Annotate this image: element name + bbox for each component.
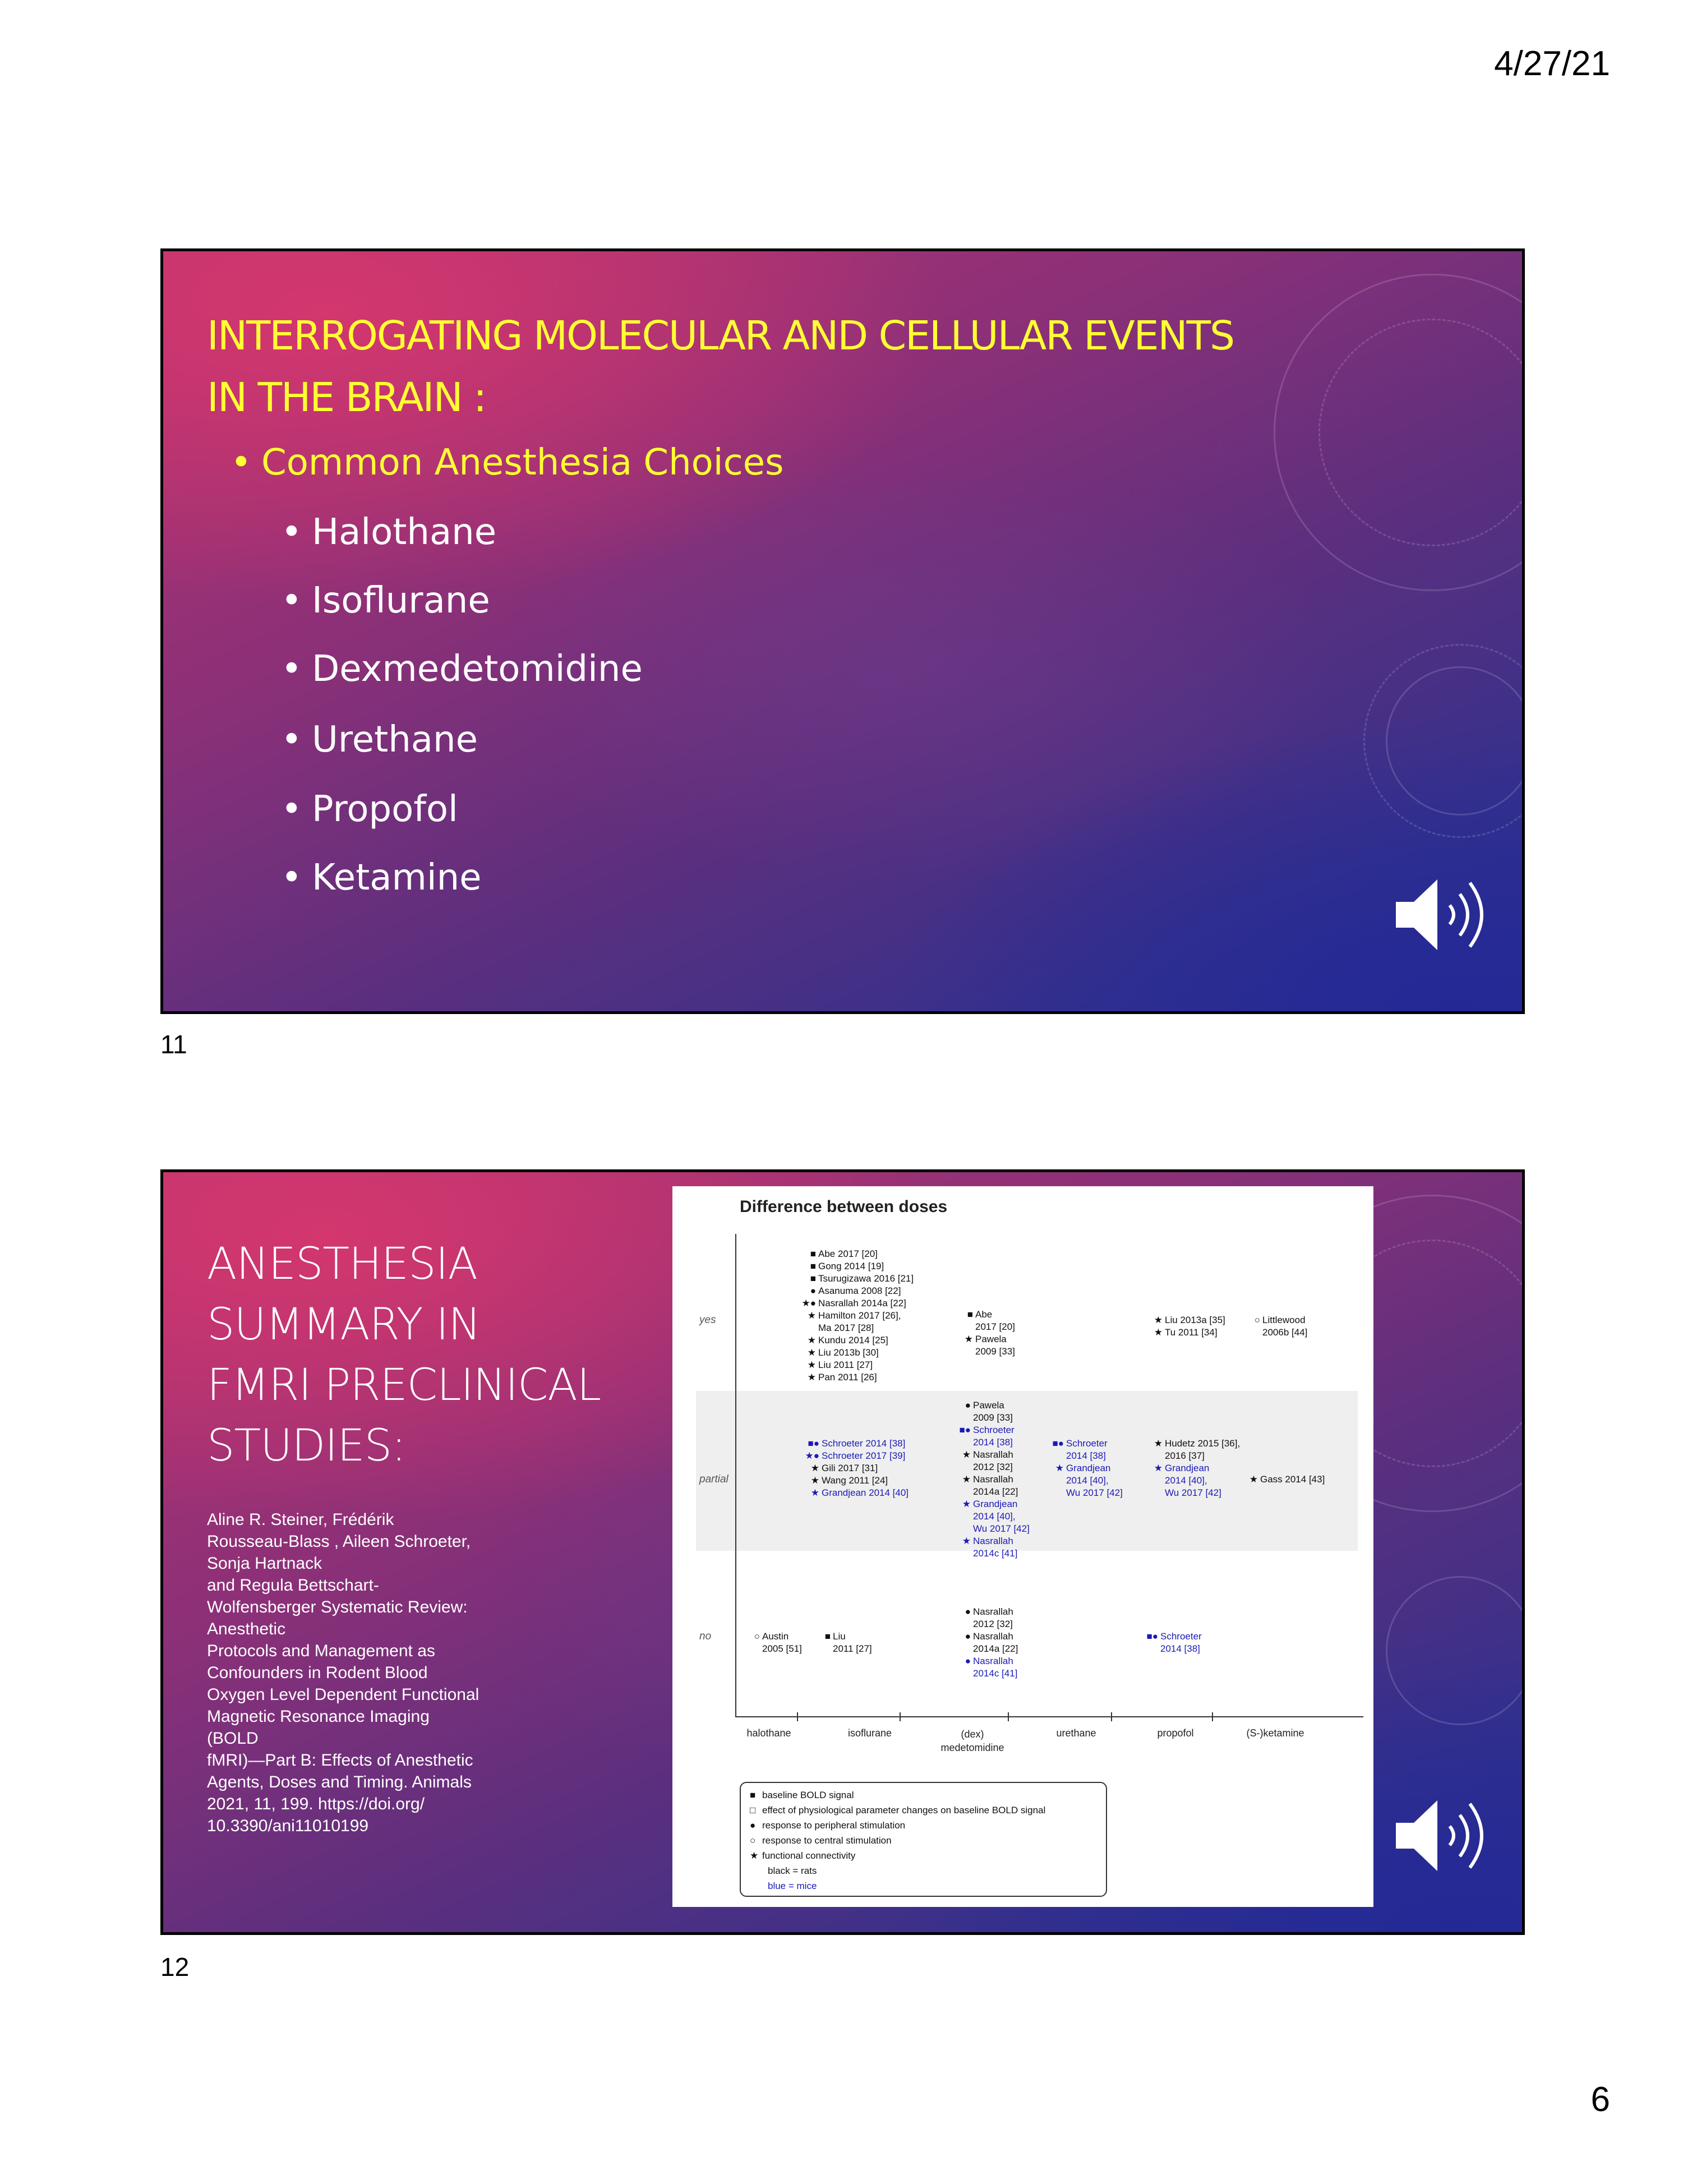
study-entry: [801, 1285, 914, 1297]
study-marker: ●: [965, 1400, 971, 1411]
citation-line: Wolfensberger Systematic Review:: [207, 1598, 468, 1616]
study-entry: [956, 1486, 1030, 1498]
x-tick: [797, 1712, 798, 1721]
study-entry: [958, 1333, 1015, 1346]
row-label-yes: yes: [699, 1314, 716, 1326]
study-marker: ★: [962, 1474, 971, 1485]
study-entry: [1049, 1487, 1123, 1499]
study-marker: ★: [810, 1487, 819, 1498]
study-marker: ★: [1154, 1463, 1163, 1473]
cell-no-propofol: [1143, 1630, 1202, 1655]
study-label: Abe: [975, 1309, 993, 1320]
citation-text: [207, 1509, 543, 1837]
legend-label: response to peripheral stimulation: [762, 1820, 906, 1831]
legend-label: black = rats: [768, 1865, 817, 1876]
study-label: Grandjean 2014 [40]: [822, 1487, 909, 1498]
figure-legend: [740, 1782, 1107, 1897]
study-marker: ★: [962, 1449, 971, 1460]
study-label: 2012 [32]: [973, 1462, 1013, 1472]
study-label: Liu: [833, 1631, 846, 1642]
study-entry: [1143, 1643, 1202, 1655]
study-marker: ★: [962, 1536, 971, 1546]
study-label: 2014c [41]: [973, 1668, 1018, 1679]
study-entry: [956, 1618, 1018, 1630]
cell-no-medetomidine: [956, 1606, 1018, 1680]
study-entry: [801, 1334, 914, 1347]
citation-line: (BOLD: [207, 1729, 259, 1748]
citation-line: Anesthetic: [207, 1620, 286, 1638]
study-marker: ★: [807, 1310, 816, 1321]
study-label: Hamilton 2017 [26],: [818, 1310, 901, 1321]
bullet-main: • Common Anesthesia Choices: [230, 442, 784, 483]
study-marker: ★: [810, 1475, 819, 1486]
study-label: Wu 2017 [42]: [1165, 1487, 1221, 1498]
study-entry: [956, 1498, 1030, 1510]
study-entry: [805, 1475, 909, 1487]
x-tick: [1212, 1712, 1213, 1721]
study-label: 2006b [44]: [1262, 1327, 1308, 1338]
study-label: Nasrallah: [973, 1474, 1013, 1485]
legend-label: effect of physiological parameter changes on baseline BOLD signal: [762, 1805, 1046, 1816]
study-entry: [816, 1643, 872, 1655]
citation-line: Aline R. Steiner, Frédérik: [207, 1510, 394, 1529]
study-label: Pawela: [975, 1334, 1007, 1344]
study-label: 2014 [40],: [1165, 1475, 1207, 1486]
study-label: 2012 [32]: [973, 1619, 1013, 1629]
slide-title-line: IN THE BRAIN :: [207, 374, 486, 421]
slide-11: [160, 248, 1525, 1014]
citation-line: Magnetic Resonance Imaging: [207, 1707, 430, 1726]
legend-entry: [750, 1803, 1097, 1818]
study-marker: ★: [1249, 1474, 1258, 1485]
summary-figure: [672, 1186, 1373, 1907]
study-marker: ●: [965, 1631, 971, 1642]
study-entry: [805, 1437, 909, 1450]
study-entry: [801, 1297, 914, 1310]
study-label: 2014 [40],: [973, 1511, 1016, 1522]
study-entry: [801, 1248, 914, 1260]
study-entry: [801, 1310, 914, 1322]
x-tick: [1111, 1712, 1112, 1721]
study-marker: ■: [824, 1631, 831, 1642]
study-entry: [816, 1630, 872, 1643]
study-marker: ★: [807, 1372, 816, 1383]
figure-title: Difference between doses: [740, 1197, 948, 1216]
study-label: 2014 [38]: [973, 1437, 1013, 1448]
row-label-no: no: [699, 1630, 712, 1642]
x-tick: [1008, 1712, 1009, 1721]
study-entry: [956, 1510, 1030, 1523]
citation-line: 10.3390/ani11010199: [207, 1817, 369, 1835]
cell-partial-isoflurane: [805, 1437, 909, 1499]
decorative-ring: [1363, 644, 1525, 838]
study-label: Schroeter 2017 [39]: [822, 1450, 906, 1461]
citation-line: Protocols and Management as: [207, 1642, 435, 1660]
study-marker: ★: [807, 1335, 816, 1346]
decorative-ring: [1386, 1576, 1525, 1725]
study-marker: ■●: [959, 1425, 971, 1435]
study-label: Austin: [762, 1631, 789, 1642]
study-label: Nasrallah 2014a [22]: [818, 1298, 906, 1308]
study-entry: [1246, 1314, 1307, 1326]
speaker-icon[interactable]: [1391, 873, 1498, 957]
study-label: Schroeter: [1066, 1438, 1108, 1449]
citation-line: Rousseau-Blass , Aileen Schroeter,: [207, 1532, 471, 1551]
study-entry: [956, 1449, 1030, 1461]
study-label: Pawela: [973, 1400, 1004, 1411]
slide-title-line: SUMMARY IN: [207, 1300, 481, 1350]
page-date: 4/27/21: [1494, 44, 1610, 83]
slide-number: 12: [160, 1952, 190, 1982]
study-marker: ■: [810, 1261, 816, 1271]
study-entry: [801, 1347, 914, 1359]
study-marker: ○: [754, 1631, 760, 1642]
study-marker: ★: [962, 1499, 971, 1509]
study-label: 2014a [22]: [973, 1643, 1018, 1654]
study-entry: [801, 1322, 914, 1334]
citation-line: Agents, Doses and Timing. Animals: [207, 1773, 472, 1791]
cell-yes-propofol: [1148, 1314, 1225, 1339]
study-label: 2009 [33]: [975, 1346, 1015, 1357]
study-marker: ●: [810, 1285, 816, 1296]
slide-title-line: ANESTHESIA: [207, 1239, 477, 1289]
study-entry: [956, 1473, 1030, 1486]
study-label: Grandjean: [1165, 1463, 1210, 1473]
bullet-item: • Propofol: [281, 789, 458, 830]
study-marker: ■●: [1146, 1631, 1158, 1642]
study-entry: [956, 1424, 1030, 1436]
study-entry: [956, 1667, 1018, 1680]
study-marker: ■●: [808, 1438, 819, 1449]
study-entry: [956, 1655, 1018, 1667]
slide-title-line: INTERROGATING MOLECULAR AND CELLULAR EVENTS: [207, 312, 1234, 359]
study-entry: [956, 1606, 1018, 1618]
cell-no-halothane: [745, 1630, 802, 1655]
study-label: Nasrallah: [973, 1606, 1013, 1617]
study-entry: [805, 1462, 909, 1475]
study-entry: [956, 1399, 1030, 1412]
legend-marker: ●: [750, 1820, 756, 1831]
study-marker: ■: [810, 1273, 816, 1284]
cell-partial-ketamine: [1243, 1473, 1325, 1486]
cell-partial-propofol: [1148, 1437, 1240, 1499]
bullet-item: • Urethane: [281, 719, 478, 761]
slide-number: 11: [160, 1030, 187, 1059]
citation-line: Sonja Hartnack: [207, 1554, 322, 1573]
x-tick: [900, 1712, 901, 1721]
study-label: Tsurugizawa 2016 [21]: [818, 1273, 914, 1284]
x-label-medetomidine: (dex) medetomidine: [940, 1729, 1004, 1753]
study-label: Gong 2014 [19]: [818, 1261, 884, 1271]
x-axis: [735, 1716, 1363, 1717]
study-marker: ■●: [1052, 1438, 1064, 1449]
legend-label: blue = mice: [768, 1881, 817, 1891]
citation-line: Confounders in Rodent Blood: [207, 1664, 428, 1682]
study-entry: [1148, 1314, 1225, 1326]
study-entry: [801, 1371, 914, 1384]
legend-entry: [750, 1787, 1097, 1803]
study-label: 2017 [20]: [975, 1321, 1015, 1332]
study-label: Schroeter: [1160, 1631, 1202, 1642]
x-label-isoflurane: isoflurane: [847, 1727, 892, 1739]
study-label: 2011 [27]: [833, 1643, 872, 1654]
study-label: Wu 2017 [42]: [1066, 1487, 1123, 1498]
study-marker: ●: [965, 1606, 971, 1617]
study-entry: [805, 1487, 909, 1499]
study-label: 2014 [40],: [1066, 1475, 1109, 1486]
study-marker: ★●: [801, 1298, 816, 1308]
x-label-propofol: propofol: [1157, 1727, 1194, 1739]
study-label: Ma 2017 [28]: [818, 1323, 874, 1333]
bullet-item: • Halothane: [281, 512, 497, 553]
study-label: 2014 [38]: [1160, 1643, 1200, 1654]
study-entry: [1246, 1326, 1307, 1339]
legend-marker: ○: [750, 1835, 756, 1846]
study-marker: ★●: [805, 1450, 819, 1461]
study-label: Hudetz 2015 [36],: [1165, 1438, 1241, 1449]
study-label: 2014c [41]: [973, 1548, 1018, 1559]
study-marker: ★: [1154, 1327, 1163, 1338]
study-label: 2014 [38]: [1066, 1450, 1106, 1461]
study-marker: ★: [810, 1463, 819, 1473]
study-label: 2009 [33]: [973, 1412, 1013, 1423]
study-label: Schroeter 2014 [38]: [822, 1438, 906, 1449]
study-marker: ○: [1254, 1315, 1260, 1325]
slide-title-line: FMRI PRECLINICAL: [207, 1360, 601, 1411]
legend-entry: [750, 1863, 1097, 1878]
speaker-icon[interactable]: [1391, 1794, 1498, 1878]
study-label: Gili 2017 [31]: [822, 1463, 878, 1473]
study-label: Kundu 2014 [25]: [818, 1335, 888, 1346]
study-entry: [1049, 1462, 1123, 1475]
study-label: Schroeter: [973, 1425, 1015, 1435]
row-label-partial: partial: [699, 1473, 728, 1485]
cell-yes-medetomidine: [958, 1308, 1015, 1358]
study-entry: [801, 1359, 914, 1371]
cell-partial-urethane: [1049, 1437, 1123, 1499]
study-entry: [958, 1346, 1015, 1358]
study-entry: [745, 1643, 802, 1655]
study-label: Liu 2011 [27]: [818, 1360, 873, 1370]
slide-title: [207, 1234, 633, 1476]
study-label: Abe 2017 [20]: [818, 1248, 878, 1259]
study-marker: ■: [967, 1309, 973, 1320]
study-entry: [1148, 1326, 1225, 1339]
study-entry: [956, 1436, 1030, 1449]
study-entry: [745, 1630, 802, 1643]
legend-entry: [750, 1818, 1097, 1833]
x-label-ketamine: (S-)ketamine: [1246, 1727, 1304, 1739]
study-marker: ●: [965, 1656, 971, 1666]
study-entry: [956, 1535, 1030, 1547]
study-entry: [1148, 1450, 1240, 1462]
study-entry: [956, 1412, 1030, 1424]
cell-partial-medetomidine: [956, 1399, 1030, 1560]
study-entry: [805, 1450, 909, 1462]
study-entry: [1049, 1437, 1123, 1450]
study-label: Nasrallah: [973, 1656, 1013, 1666]
study-label: Nasrallah: [973, 1536, 1013, 1546]
study-marker: ★: [1154, 1315, 1163, 1325]
study-entry: [956, 1643, 1018, 1655]
study-label: Wu 2017 [42]: [973, 1523, 1030, 1534]
x-label-halothane: halothane: [746, 1727, 791, 1739]
slide-title: [207, 305, 1272, 428]
legend-marker: □: [750, 1805, 756, 1816]
page-number: 6: [1590, 2080, 1610, 2119]
row-band-yes: [696, 1234, 1358, 1391]
study-label: Pan 2011 [26]: [818, 1372, 877, 1383]
study-entry: [1049, 1475, 1123, 1487]
study-entry: [1148, 1437, 1240, 1450]
study-entry: [956, 1523, 1030, 1535]
x-label-urethane: urethane: [1056, 1727, 1096, 1739]
bullet-item: • Isoflurane: [281, 580, 490, 621]
study-label: Littlewood: [1262, 1315, 1306, 1325]
study-entry: [1148, 1487, 1240, 1499]
legend-label: response to central stimulation: [762, 1835, 892, 1846]
cell-no-isoflurane: [816, 1630, 872, 1655]
study-entry: [956, 1547, 1030, 1560]
study-label: Grandjean: [1066, 1463, 1111, 1473]
slide-title-line: STUDIES:: [207, 1421, 406, 1471]
study-label: Tu 2011 [34]: [1165, 1327, 1218, 1338]
cell-yes-ketamine: [1246, 1314, 1307, 1339]
study-label: Nasrallah: [973, 1449, 1013, 1460]
bullet-item: • Dexmedetomidine: [281, 648, 643, 690]
study-entry: [1148, 1462, 1240, 1475]
study-label: Wang 2011 [24]: [822, 1475, 888, 1486]
y-axis: [735, 1234, 736, 1717]
study-label: Liu 2013b [30]: [818, 1347, 879, 1358]
study-label: Nasrallah: [973, 1631, 1013, 1642]
slide-12: [160, 1169, 1525, 1935]
citation-line: and Regula Bettschart-: [207, 1576, 379, 1595]
study-entry: [958, 1308, 1015, 1321]
study-entry: [1143, 1630, 1202, 1643]
study-marker: ★: [807, 1347, 816, 1358]
study-entry: [956, 1630, 1018, 1643]
study-entry: [1243, 1473, 1325, 1486]
study-marker: ★: [1154, 1438, 1163, 1449]
legend-label: baseline BOLD signal: [762, 1790, 854, 1800]
citation-line: 2021, 11, 199. https://doi.org/: [207, 1795, 425, 1813]
study-entry: [956, 1461, 1030, 1473]
cell-yes-isoflurane: [801, 1248, 914, 1384]
study-label: Asanuma 2008 [22]: [818, 1285, 901, 1296]
study-label: Liu 2013a [35]: [1165, 1315, 1225, 1325]
study-marker: ★: [1055, 1463, 1064, 1473]
legend-marker: ★: [750, 1850, 759, 1861]
study-marker: ■: [810, 1248, 816, 1259]
study-entry: [1049, 1450, 1123, 1462]
study-entry: [1148, 1475, 1240, 1487]
study-label: 2016 [37]: [1165, 1450, 1205, 1461]
legend-entry: [750, 1848, 1097, 1863]
legend-entry: [750, 1878, 1097, 1893]
bullet-item: • Ketamine: [281, 857, 482, 899]
legend-label: functional connectivity: [762, 1850, 856, 1861]
study-marker: ★: [964, 1334, 973, 1344]
study-entry: [958, 1321, 1015, 1333]
study-label: Gass 2014 [43]: [1260, 1474, 1325, 1485]
study-marker: ★: [807, 1360, 816, 1370]
study-entry: [801, 1260, 914, 1273]
citation-line: fMRI)—Part B: Effects of Anesthetic: [207, 1751, 473, 1770]
legend-entry: [750, 1833, 1097, 1848]
legend-marker: ■: [750, 1790, 756, 1800]
study-label: 2014a [22]: [973, 1486, 1018, 1497]
citation-line: Oxygen Level Dependent Functional: [207, 1685, 479, 1704]
study-entry: [801, 1273, 914, 1285]
study-label: Grandjean: [973, 1499, 1018, 1509]
study-label: 2005 [51]: [762, 1643, 802, 1654]
